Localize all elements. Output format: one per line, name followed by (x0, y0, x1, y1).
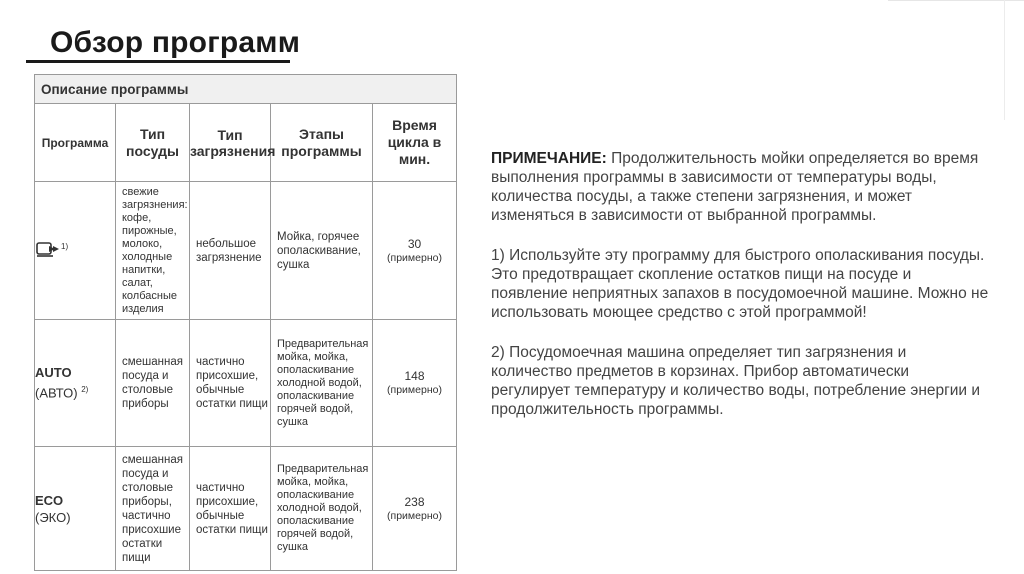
table-row (35, 182, 457, 320)
cycle-time-cell (373, 320, 457, 447)
table-caption-row (35, 75, 457, 104)
program-table (34, 74, 457, 571)
cycle-time-cell (373, 182, 457, 320)
program-alt-name: (АВТО) (35, 385, 78, 401)
note-1: 1) Используйте эту программу для быстрого ополаскивания посуды. Это предотвращает скопление остатков пищи на посуде и появление неприятных запахов в посудомоечной машине. Можно не использовать моющее средство с этой программой! (491, 247, 989, 321)
header-soil-type (190, 104, 276, 182)
note-2: 2) Посудомоечная машина определяет тип загрязнения и количество предметов в корзинах. Прибор автоматически регулирует температуру и количество воды, потребление энергии и продолжительность программы. (491, 344, 981, 418)
cycle-time-note: (примерно) (387, 384, 442, 396)
dish-type-cell: свежие загрязнения: кофе, пирожные, молоко, холодные напитки, салат, колбасные изделия (116, 182, 190, 320)
table-row (35, 320, 457, 447)
program-footnote: 2) (81, 385, 89, 395)
program-name: ECO (35, 492, 64, 508)
decorative-line-right (1004, 0, 1005, 120)
table-caption: Описание программы (35, 75, 457, 104)
program-cell-eco (35, 447, 116, 571)
notes-block (491, 149, 991, 440)
header-dish-type: Тип посуды (116, 104, 190, 182)
header-stages: Этапы программы (271, 104, 373, 182)
note-main-text: Продолжительность мойки определяется во время выполнения программы в зависимости от температуры воды, количества посуды, а также степени загрязнения, и может изменяться в зависимости от выбранной программы. (491, 150, 979, 224)
soil-type-cell: небольшое загрязнение (190, 182, 271, 320)
stages-cell: Мойка, горячее ополаскивание, сушка (271, 182, 373, 320)
table-header-row (35, 104, 457, 182)
header-soil-type-label: Тип загрязнения (190, 126, 276, 159)
cycle-time-note: (примерно) (387, 251, 442, 264)
program-cell-auto (35, 320, 116, 447)
stages-cell: Предварительная мойка, мойка, ополаскивание холодной водой, ополаскивание горячей водой, сушка (271, 320, 373, 447)
note-main (491, 149, 991, 225)
cycle-time-value: 30 (407, 236, 422, 251)
dish-type-cell: смешанная посуда и столовые приборы, частично присохшие остатки пищи (116, 447, 190, 571)
note-label: ПРИМЕЧАНИЕ: (491, 150, 607, 167)
soil-type-cell: частично присохшие, обычные остатки пищи (190, 447, 271, 571)
cycle-time-note: (примерно) (387, 509, 442, 522)
program-table-container (34, 74, 456, 571)
program-footnote: 1) (61, 242, 69, 252)
header-cycle-time: Время цикла в мин. (373, 104, 457, 182)
program-alt-name: (ЭКО) (35, 509, 71, 525)
title-underline (26, 60, 290, 63)
cycle-time-value: 148 (404, 369, 425, 383)
cycle-time-cell (373, 447, 457, 571)
header-program: Программа (35, 104, 116, 182)
soil-type-cell: частично присохшие, обычные остатки пищи (190, 320, 271, 447)
program-name: AUTO (35, 365, 72, 381)
stages-cell: Предварительная мойка, мойка, ополаскивание холодной водой, ополаскивание горячей водой, сушка (271, 447, 373, 571)
page-title: Обзор программ (50, 26, 301, 59)
cycle-time-value: 238 (404, 494, 425, 509)
program-cell-quick (35, 182, 116, 320)
quick-rinse-icon (35, 239, 61, 263)
table-row (35, 447, 457, 571)
dish-type-cell: смешанная посуда и столовые приборы (116, 320, 190, 447)
